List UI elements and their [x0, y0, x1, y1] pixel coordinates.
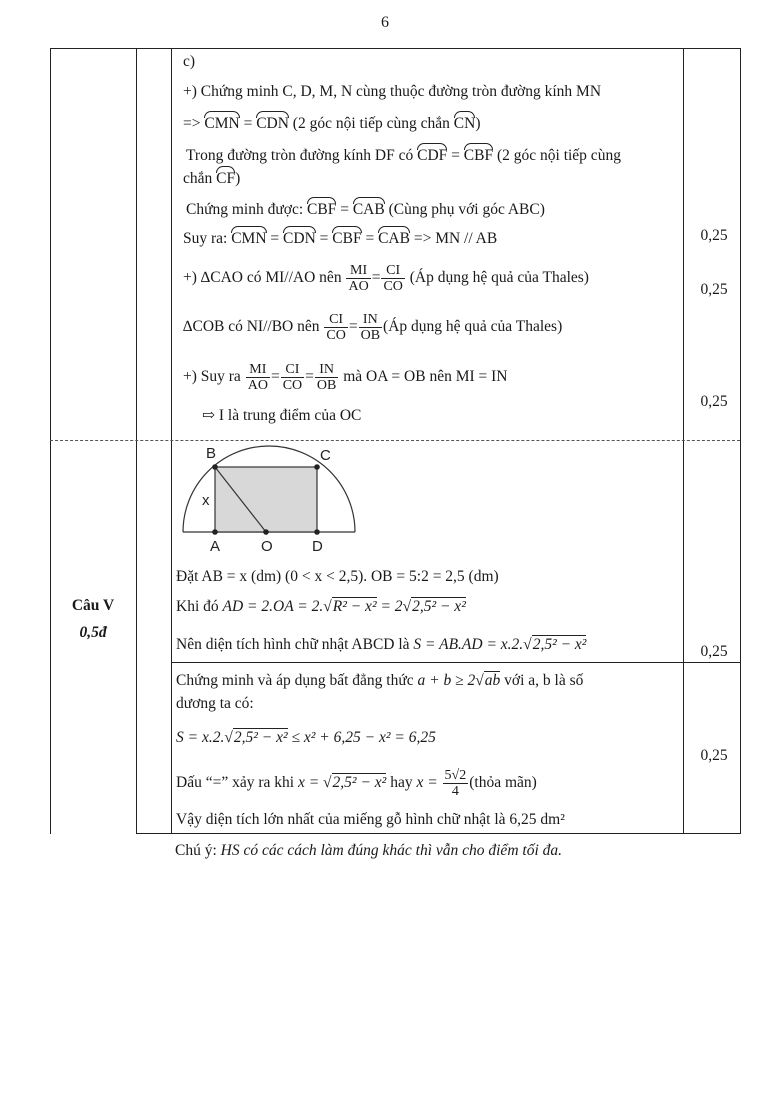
- score-c-1: 0,25: [700, 227, 728, 244]
- proof-line-6: Suy ra: CMN = CDN = CBF = CAB => MN // AB: [183, 230, 498, 247]
- solution-line-6: S = x.2.√2,5² − x² ≤ x² + 6,25 − x² = 6,25: [176, 729, 436, 746]
- proof-line-5: Chứng minh được: CBF = CAB (Cùng phụ với góc ABC): [186, 201, 545, 218]
- point-o: [263, 529, 269, 535]
- label-c: C: [320, 447, 331, 464]
- semicircle-figure: [178, 444, 368, 554]
- footnote: [175, 842, 562, 860]
- label-x: x: [202, 492, 210, 509]
- rectangle-abcd: [215, 467, 317, 532]
- table-right-border: [740, 48, 741, 834]
- footnote-label: Chú ý:: [175, 842, 217, 859]
- solution-line-2: Khi đó AD = 2.OA = 2.√R² − x² = 2√2,5² − x²: [176, 598, 466, 615]
- score-c-2: 0,25: [700, 281, 728, 298]
- proof-line-9: +) Suy ra $\frac{MI}{AO}$ = $\frac{CI}{CO}$ = $\frac{IN}{OB}$ mà OA = OB nên MI = IN: [183, 361, 508, 393]
- proof-line-4: chắn CF): [183, 170, 241, 187]
- point-c: [314, 464, 320, 470]
- point-b: [212, 464, 218, 470]
- answer-table: [50, 48, 740, 834]
- proof-line-2: => CMN = CDN (2 góc nội tiếp cùng chắn CN): [183, 115, 481, 132]
- page-number: 6: [381, 14, 389, 31]
- question-points: 0,5đ: [79, 624, 107, 641]
- score-v-2: 0,25: [700, 747, 728, 764]
- label-o: O: [261, 538, 273, 554]
- question-title: Câu V: [71, 597, 115, 614]
- col-divider-2: [171, 48, 172, 834]
- score-c-3: 0,25: [700, 393, 728, 410]
- col-divider-3: [683, 48, 684, 834]
- score-v-1: 0,25: [700, 643, 728, 660]
- col-divider-1: [136, 48, 137, 834]
- proof-line-3: Trong đường tròn đường kính DF có CDF = CBF (2 góc nội tiếp cùng: [186, 147, 621, 164]
- proof-line-8: ∆COB có NI//BO nên $\frac{CI}{CO}$ = $\frac{IN}{OB}$ (Áp dụng hệ quả của Thales): [183, 311, 563, 343]
- table-top-border: [50, 48, 740, 49]
- label-a: A: [210, 538, 221, 554]
- part-label: c): [183, 53, 196, 70]
- solution-line-5: dương ta có:: [176, 695, 254, 712]
- solution-line-7: Dấu “=” xảy ra khi x = √2,5² − x² hay x = $\frac{5√2}{4}$ (thỏa mãn): [176, 767, 537, 799]
- solution-line-8: Vậy diện tích lớn nhất của miếng gỗ hình chữ nhật là 6,25 dm²: [176, 811, 565, 828]
- subrow-divider: [171, 662, 740, 663]
- arrow-icon: ⇨: [202, 407, 215, 424]
- row-divider: [50, 440, 740, 441]
- solution-line-3: Nên diện tích hình chữ nhật ABCD là S = AB.AD = x.2.√2,5² − x²: [176, 636, 587, 653]
- proof-line-1: +) Chứng minh C, D, M, N cùng thuộc đường tròn đường kính MN: [183, 83, 602, 100]
- label-d: D: [312, 538, 323, 554]
- table-left-border: [50, 48, 51, 834]
- point-a: [212, 529, 218, 535]
- footnote-text: HS có các cách làm đúng khác thì vẫn cho điểm tối đa.: [216, 842, 562, 859]
- point-d: [314, 529, 320, 535]
- proof-line-7: +) ∆CAO có MI//AO nên $\frac{MI}{AO}$ = $\frac{CI}{CO}$ (Áp dụng hệ quả của Thales): [183, 262, 589, 294]
- label-b: B: [206, 445, 217, 462]
- table-bottom-border: [136, 833, 740, 834]
- proof-line-10: ⇨ I là trung điểm của OC: [202, 407, 362, 424]
- solution-line-4: Chứng minh và áp dụng bất đẳng thức a + b ≥ 2√ab với a, b là số: [176, 672, 584, 689]
- solution-line-1: Đặt AB = x (dm) (0 < x < 2,5). OB = 5:2 = 2,5 (dm): [176, 568, 499, 585]
